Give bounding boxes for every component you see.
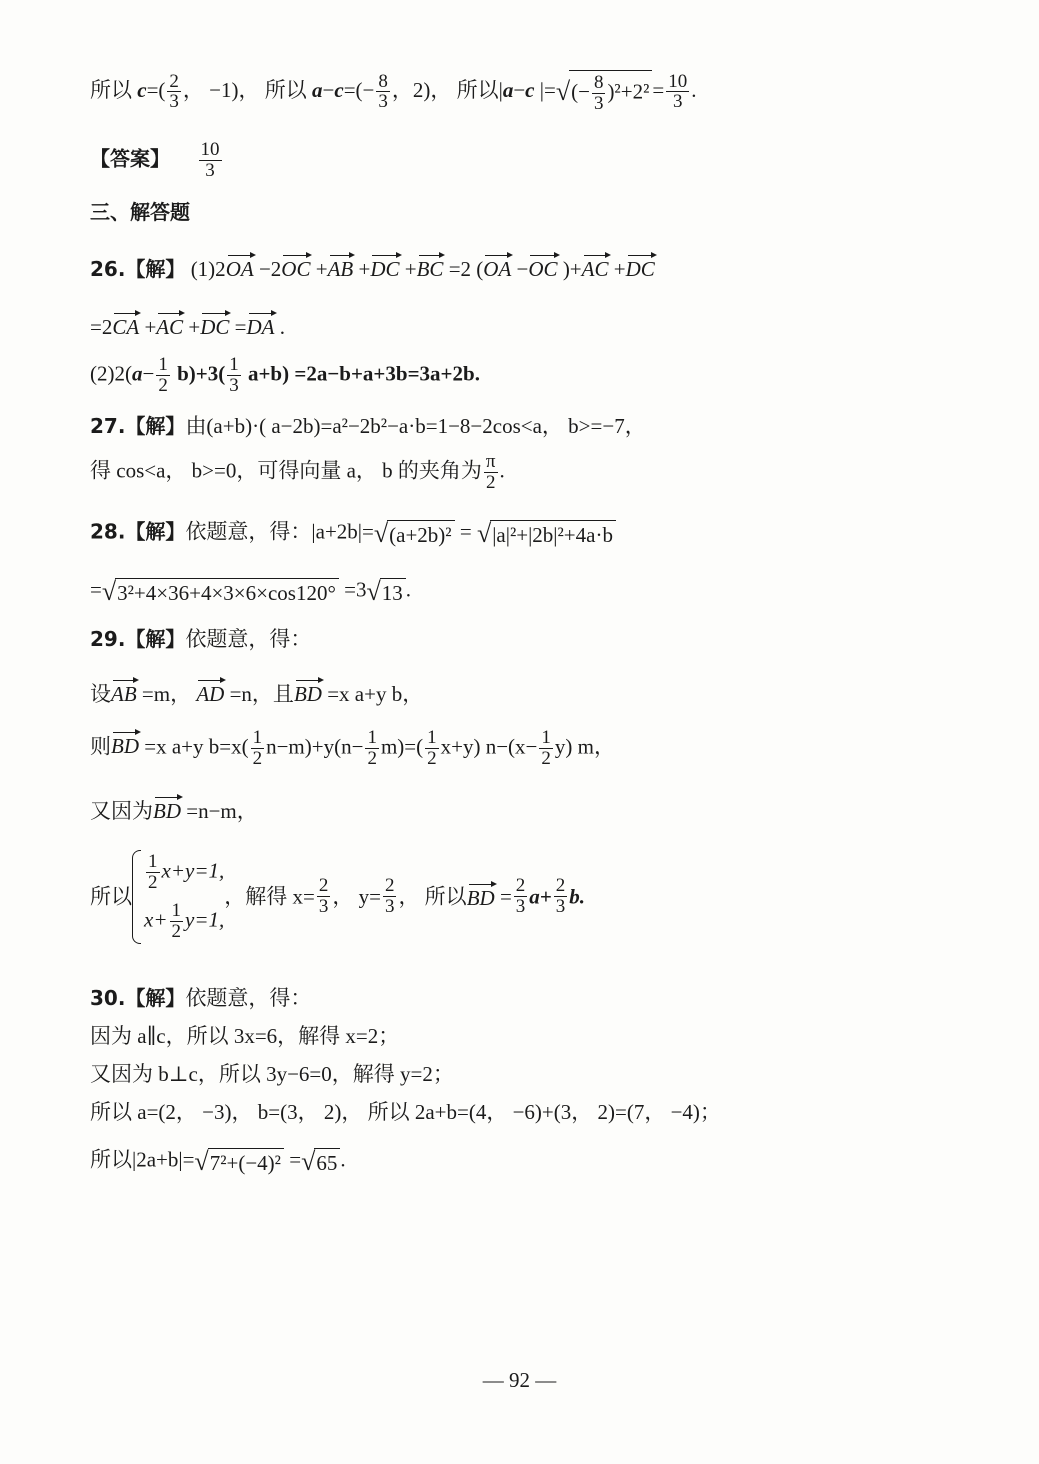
problem-number: 26.【解】 bbox=[90, 257, 186, 281]
page-number: — 92 — bbox=[482, 1368, 557, 1392]
sqrt-sign: √ bbox=[555, 77, 571, 107]
text: =( bbox=[146, 77, 166, 102]
vector-c: c bbox=[137, 77, 147, 102]
solution-26-line3: (2)2(a− $\frac{1}{2}$ b)+3( $\frac{1}{3}$ a+b) =2a−b+a+3b=3a+2b. bbox=[90, 354, 480, 396]
fraction: $\frac{2}{3}$ bbox=[169, 70, 179, 113]
problem-number: 27.【解】 bbox=[90, 414, 186, 438]
solution-29-line1: 设AB =m， AD =n，且BD =x a+y b， bbox=[90, 678, 423, 707]
problem-number: 30.【解】 bbox=[90, 986, 186, 1010]
text: 所以 bbox=[90, 77, 138, 102]
solution-30-line2: 又因为 b⊥c，所以 3y−6=0，解得 y=2； bbox=[90, 1062, 454, 1086]
answer-fraction: $\frac{10}{3}$ bbox=[200, 139, 220, 181]
problem-number: 28.【解】 bbox=[90, 519, 186, 544]
equation-system: $\frac{1}{2}$ x+y=1, x+ $\frac{1}{2}$ y=1, bbox=[132, 848, 224, 946]
solution-28-line1: 28.【解】依题意，得：|a+2b|=√(a+2b)² = √|a|²+|2b|²+4a·b bbox=[90, 518, 616, 549]
solution-30-line1: 因为 a∥c，所以 3x=6，解得 x=2； bbox=[90, 1024, 400, 1048]
solution-27-line2: 得 cos<a， b>=0，可得向量 a， b 的夹角为 $\frac{\pi}{2}$ . bbox=[90, 451, 505, 493]
vector-OA: OA bbox=[226, 253, 254, 282]
solution-30-line3: 所以 a=(2， −3)， b=(3， 2)， 所以 2a+b=(4， −6)+(3， 2)=(7， −4)； bbox=[90, 1100, 721, 1124]
solution-29-head: 29.【解】依题意，得： bbox=[90, 627, 312, 651]
section-title: 三、解答题 bbox=[90, 200, 190, 224]
answer-label: 【答案】 bbox=[90, 146, 170, 171]
answer-line bbox=[90, 140, 224, 181]
text: ， −1)， 所以 bbox=[182, 77, 313, 102]
solution-26-line1: 26.【解】 (1)2OA −2OC +AB +DC +BC =2 (OA −OC )+AC +DC bbox=[90, 253, 655, 282]
solution-25-end: 所以 c=( $\frac{2}{3}$ ， −1)， 所以 a−c=(− $\frac{8}{3}$ ，2)， 所以|a−c |=√(− $\frac{8}{3}$ )²+2² = $\frac{10}{3}$ . bbox=[90, 70, 697, 114]
solution-29-line4: 所以 $\frac{1}{2}$ x+y=1, x+ $\frac{1}{2}$ y=1, ，解得 x= $\frac{2}{3}$ ， y= $\frac{2}{3}$ ， 所以BD = $\frac{2}{3}$ a+ $\frac{2}{3}$ b. bbox=[90, 848, 585, 946]
radicand: (− $\frac{8}{3}$ )²+2² bbox=[569, 70, 652, 114]
solution-30-head: 30.【解】依题意，得： bbox=[90, 986, 312, 1010]
problem-number: 29.【解】 bbox=[90, 627, 186, 651]
solution-27-line1: 27.【解】由(a+b)·( a−2b)=a²−2b²−a·b=1−8−2cos<a， b>=−7， bbox=[90, 414, 646, 438]
solution-29-line3: 又因为BD =n−m， bbox=[90, 795, 258, 824]
solution-30-line4: 所以|2a+b|=√7²+(−4)² =√65 . bbox=[90, 1147, 346, 1176]
solution-29-line2: 则BD =x a+y b=x( $\frac{1}{2}$ n−m)+y(n− $\frac{1}{2}$ m)=( $\frac{1}{2}$ x+y) n−(x− $\frac{1}{2}$ y) m， bbox=[90, 727, 615, 769]
solution-26-line2: =2CA +AC +DC =DA . bbox=[90, 311, 285, 340]
solution-28-line2: =√3²+4×36+4×3×6×cos120° =3√13 . bbox=[90, 577, 411, 606]
fraction: $\frac{8}{3}$ bbox=[378, 70, 388, 113]
